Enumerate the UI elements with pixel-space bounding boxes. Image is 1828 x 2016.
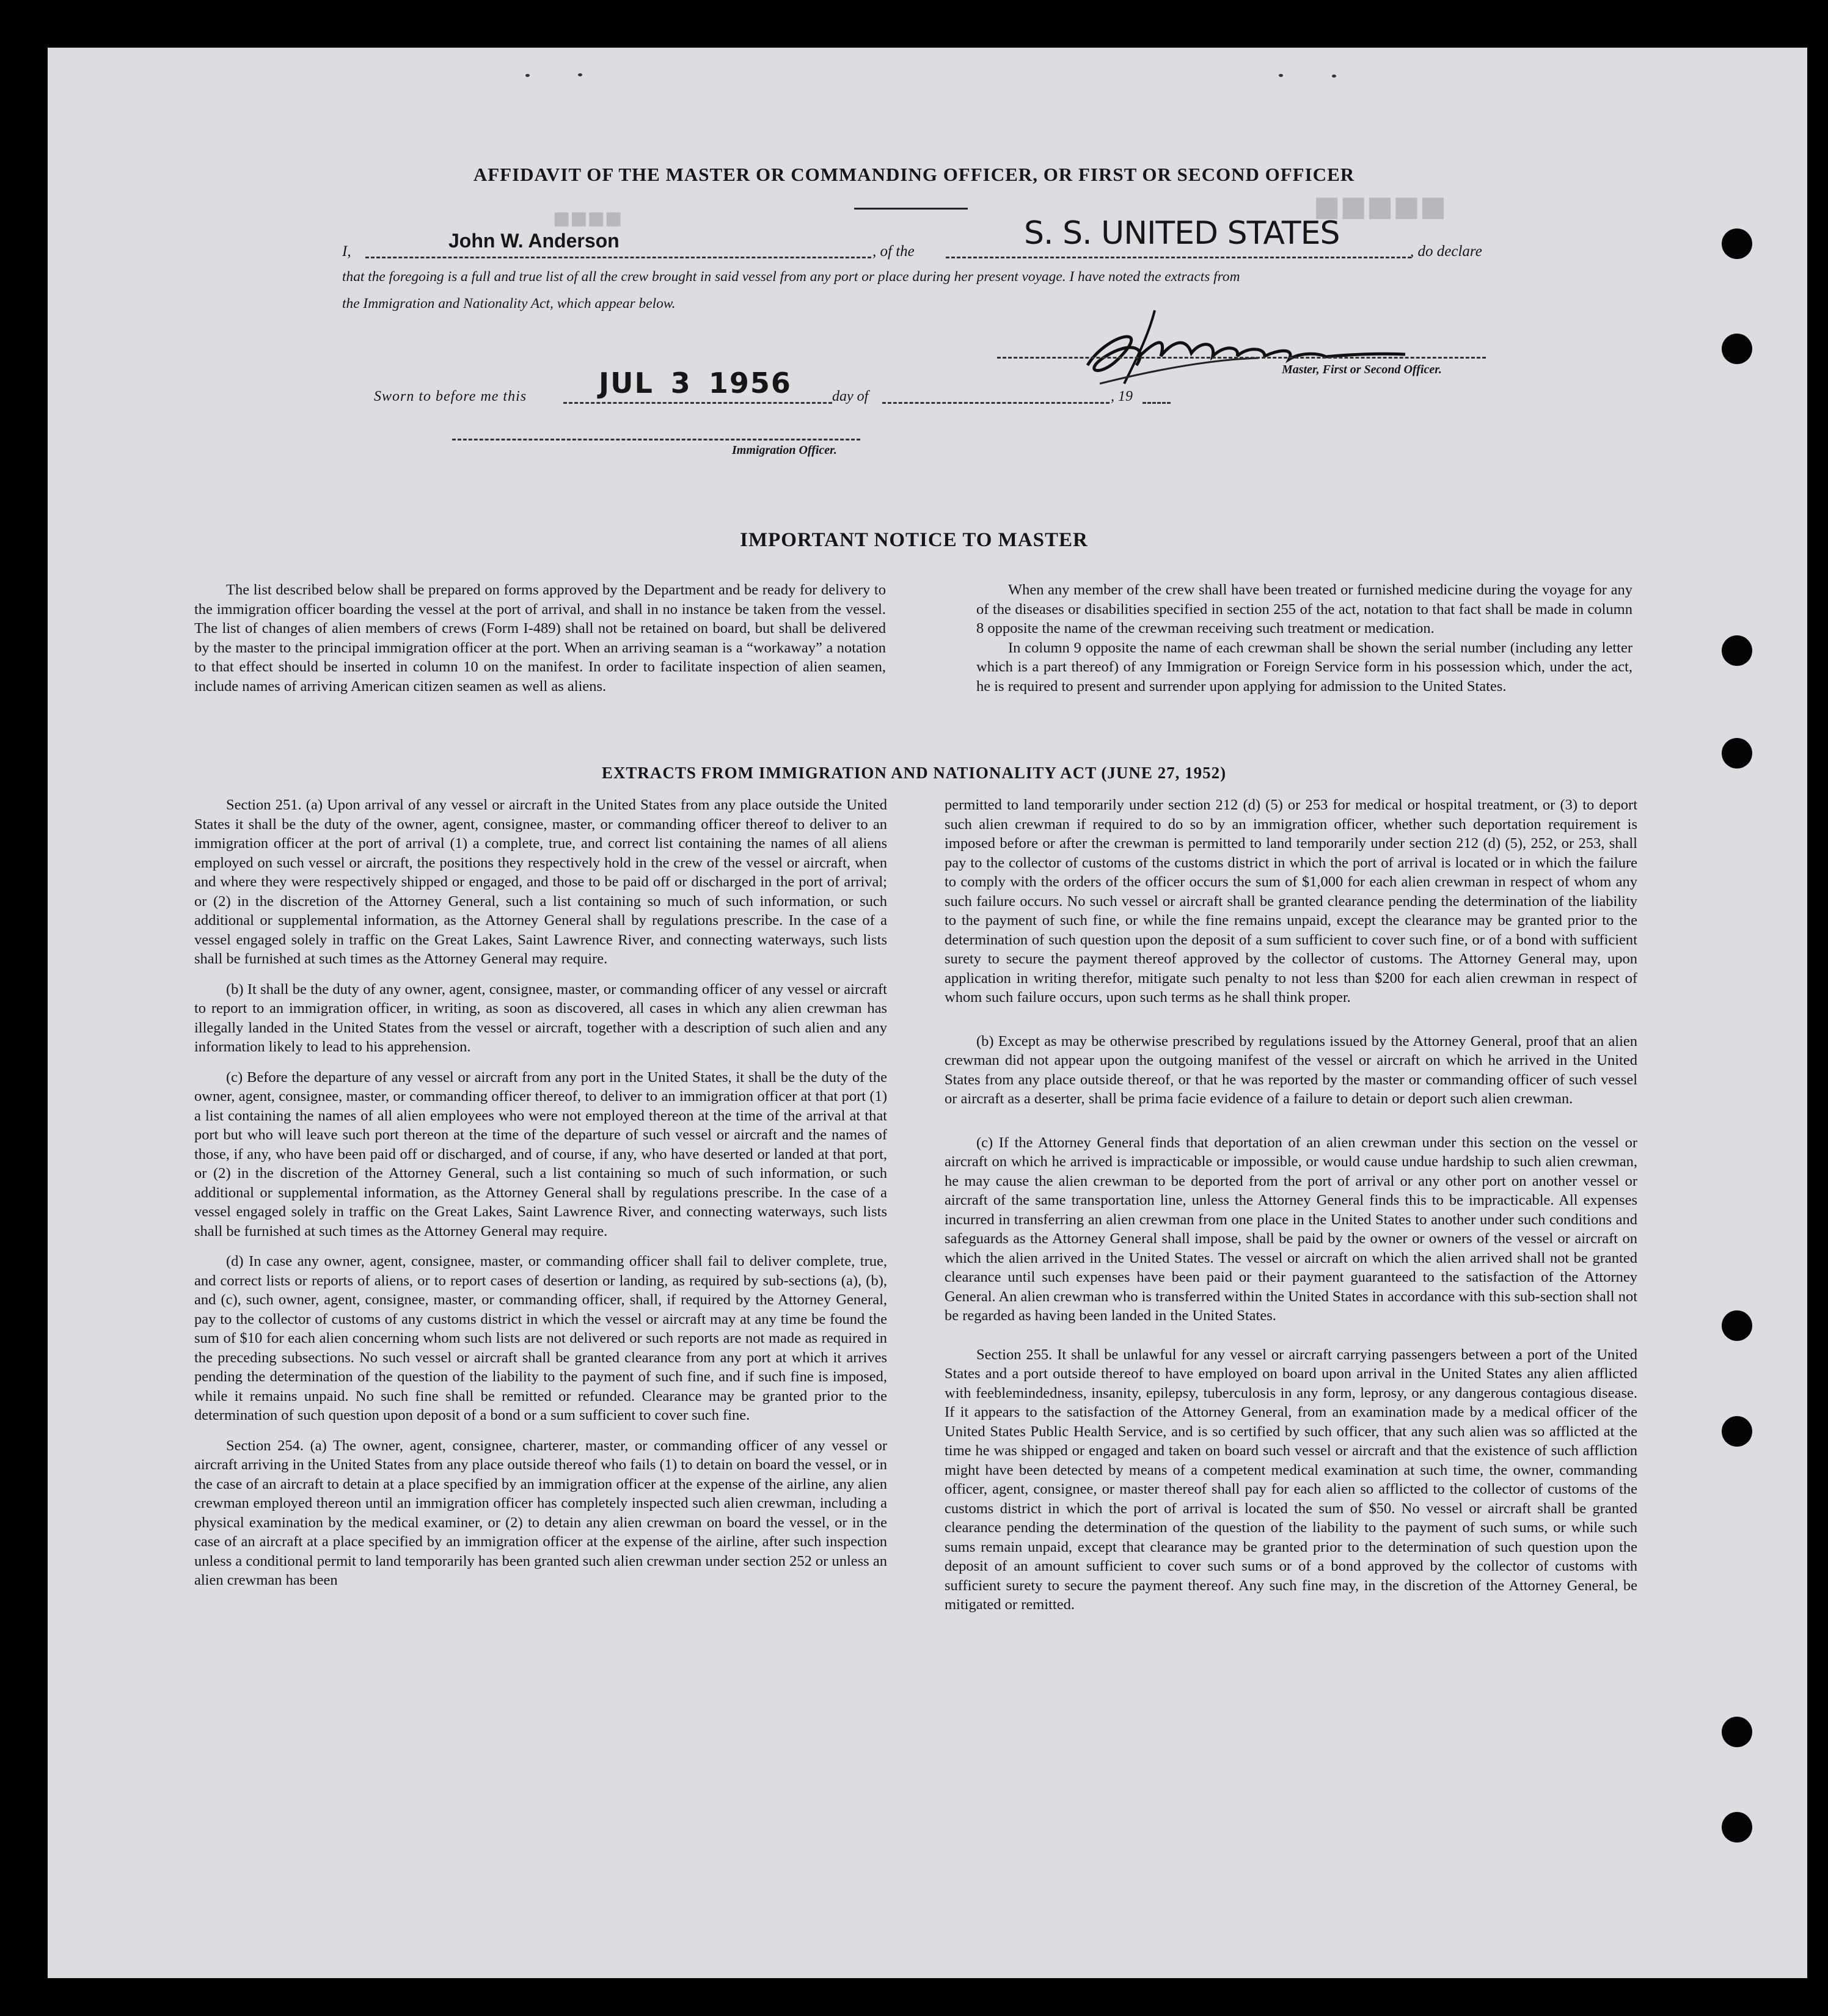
name-field-line: [365, 257, 871, 258]
i-label: I,: [342, 243, 351, 260]
affidavit-title: AFFIDAVIT OF THE MASTER OR COMMANDING OFFICER, OR FIRST OR SECOND OFFICER: [473, 164, 1355, 185]
date-stamp: JUL 3 1956: [599, 367, 792, 400]
binder-hole: [1722, 1717, 1752, 1747]
binder-hole: [1722, 635, 1752, 666]
extract-paragraph: (b) Except as may be otherwise prescribed by regulations issued by the Attorney General, proof that an alien crewman did not appear upon the outgoing manifest of the vessel or aircraft on which he arrived in the United States from any place outside thereof, or that he was reported by the master or commanding officer of such vessel or aircraft as a deserter, shall be prima facie evidence of a failure to detain or deport such alien crewman.: [945, 1032, 1637, 1107]
extract-paragraph: (c) Before the departure of any vessel or aircraft from any port in the United States, it shall be the duty of the owner, agent, consignee, master, or commanding officer thereof, to deliver to an immigration officer at that port (1) a list containing the names of all alien employees who were not employed thereon at the time of the arrival at that port but who will leave such port thereon at the time of the departure of such vessel or aircraft and the names of those, if any, who have been paid off or discharged, and of course, if any, who have deserted or landed at that port, or (2) in the discretion of the Attorney General, such a list containing so much of such information, or such additional or supplemental information, as the Attorney General shall by regulations prescribe. In the case of a vessel engaged solely in traffic on the Great Lakes, Saint Lawrence River, and connecting waterways, such lists shall be furnished at such times as the Attorney General may require.: [194, 1068, 887, 1240]
sworn-day-line: [563, 402, 832, 404]
scan-speck: [1279, 74, 1283, 77]
vessel-name: S. S. UNITED STATES: [1024, 215, 1340, 252]
scan-speck: [1332, 75, 1336, 78]
extract-paragraph: (b) It shall be the duty of any owner, agent, consignee, master, or commanding officer of any vessel or aircraft to report to an immigration officer, in writing, as soon as discovered, all cases in which any alien crewman has illegally landed in the United States from the vessel or aircraft, together with a description of such alien and any information likely to lead to his apprehension.: [194, 981, 887, 1055]
extract-paragraph: Section 251. (a) Upon arrival of any vessel or aircraft in the United States from any place outside the United States it shall be the duty of the owner, agent, consignee, master, or commanding officer thereof to deliver to an immigration officer at the port of arrival (1) a complete, true, and correct list containing the names of all aliens employed on such vessel or aircraft, the positions they respectively hold in the crew of the vessel or aircraft, when and where they were respectively shipped or engaged, and those to be paid off or discharged in the port of arrival; or (2) in the discretion of the Attorney General, such a list containing so much of such information, or such additional or supplemental information, as the Attorney General shall by regulations prescribe. In the case of a vessel engaged solely in traffic on the Great Lakes, Saint Lawrence River, and connecting waterways, such lists shall be furnished at such times as the Attorney General may require.: [194, 797, 887, 967]
extract-paragraph: (c) If the Attorney General finds that deportation of an alien crewman under this section on the vessel or aircraft on which he arrived is impracticable or impossible, or would cause undue hardship to such alien crewman, he may cause the alien crewman to be deported from the port of arrival or any other port on another vessel or aircraft of the same transportation line, unless the Attorney General finds this to be impracticable. All expenses incurred in transferring an alien crewman from one place in the United States to another under such conditions and safeguards as the Attorney General shall impose, shall be paid by the owner or owners of the vessel or aircraft on which the alien arrived in the United States. The vessel or aircraft on which the alien arrived shall not be granted clearance until such expenses have been paid or their payment guaranteed to the satisfaction of the Attorney General. An alien crewman who is transferred within the United States in accordance with this sub-section shall not be regarded as having been landed in the United States.: [945, 1134, 1637, 1324]
extracts-right-column: [945, 795, 1637, 1626]
immigration-officer-caption: Immigration Officer.: [732, 444, 837, 457]
extracts-title: EXTRACTS FROM IMMIGRATION AND NATIONALITY ACT (JUNE 27, 1952): [601, 764, 1227, 782]
binder-hole: [1722, 1310, 1752, 1341]
sworn-label: Sworn to before me this: [374, 389, 527, 404]
notice-left-paragraph: The list described below shall be prepared on forms approved by the Department and be ready for delivery to the immigration officer boarding the vessel at the port of arrival, and shall in no instance be taken from the vessel. The list of changes of alien members of crews (Form I-489) shall not be retained on board, but shall be delivered by the master to the principal immigration officer at the port. When an arriving seaman is a “workaway” a notation to that effect should be inserted in column 10 on the manifest. In order to facilitate inspection of alien seamen, include names of arriving American citizen seamen as well as aliens.: [194, 582, 886, 695]
notice-title: IMPORTANT NOTICE TO MASTER: [740, 529, 1088, 551]
sworn-year-line: [1142, 402, 1171, 404]
extract-paragraph: Section 254. (a) The owner, agent, consignee, charterer, master, or commanding officer of any vessel or aircraft arriving in the United States from any place outside thereof who fails (1) to detain on board the vessel, or in the case of an aircraft to detain at a place specified by an immigration officer at the expense of the airline, any alien crewman employed thereon until an immigration officer has completely inspected such alien crewman, including a physical examination by the medical examiner, or (2) to detain any alien crewman on board the vessel, or in the case of an aircraft at a place specified by an immigration officer at the expense of the airline, after such inspection unless a conditional permit to land temporarily has been granted such alien crewman under section 252 or unless an alien crewman has been: [194, 1437, 887, 1588]
extract-paragraph: permitted to land temporarily under section 212 (d) (5) or 253 for medical or hospital treatment, or (3) to deport such alien crewman if required to do so by an immigration officer, whether such deportation requirement is imposed before or after the crewman is permitted to land temporarily under section 212 (d) (5), 252, or 253, shall pay to the collector of customs of the customs district in which the port of arrival is located or in which the failure to comply with the orders of the officer occurs the sum of $1,000 for each alien crewman in respect of whom any such failure occurs. No such vessel or aircraft shall be granted clearance pending the determination of the liability to the payment of such fine, or while the fine remains unpaid, except the clearance may be granted prior to the determination of such question upon the deposit of a sum sufficient to cover such fine, or of a bond with sufficient surety to secure the payment thereof approved by the collector of customs. The Attorney General may, upon application in writing therefor, mitigate such penalty to not less than $200 for each alien crewman in respect of whom such failure occurs, upon such terms as he shall think proper.: [945, 797, 1637, 1006]
declaration-line-2: the Immigration and Nationality Act, which appear below.: [342, 296, 676, 312]
notice-right-paragraph: When any member of the crew shall have been treated or furnished medicine during the voyage for any of the diseases or disabilities specified in section 255 of the act, notation to that fact shall be made in column 8 opposite the name of the crewman receiving such treatment or medication.: [976, 582, 1632, 637]
immigration-officer-line: [452, 439, 860, 440]
of-the-label: , of the: [872, 243, 915, 260]
extract-paragraph: Section 255. It shall be unlawful for any vessel or aircraft carrying passengers between a port of the United States and a port outside thereof to have employed on board upon arrival in the United States any alien afflicted with feeblemindedness, insanity, epilepsy, tuberculosis in any form, leprosy, or any dangerous contagious disease. If it appears to the satisfaction of the Attorney General, from an examination made by a medical officer of the United States Public Health Service, and is so certified by such officer, that any such alien was so afflicted at the time he was shipped or engaged and taken on board such vessel or aircraft and that the existence of such affliction might have been detected by means of a competent medical examination at such time, the owner, commanding officer, agent, consignee, or master thereof shall pay for each alien so afflicted to the collector of customs of the customs district in which the port of arrival is located the sum of $50. No vessel or aircraft shall be granted clearance pending the determination of the question of the liability to the payment of such sums, or while such sums remain unpaid, except that clearance may be granted prior to the determination of such question upon the deposit of an amount sufficient to cover such sums or of a bond approved by the collector of customs with sufficient surety to secure the payment thereof. Any such fine may, in the discretion of the Attorney General, be mitigated or remitted.: [945, 1346, 1637, 1613]
binder-hole: [1722, 1416, 1752, 1447]
bleed-through-mark: ■■■■: [553, 208, 623, 229]
notice-right-paragraph: In column 9 opposite the name of each crewman shall be shown the serial number (including any letter which is a part thereof) of any Immigration or Foreign Service form in his possession which, under the act, he is required to present and surrender upon applying for admission to the United States.: [976, 639, 1632, 695]
signature-caption: Master, First or Second Officer.: [1282, 363, 1442, 376]
binder-hole: [1722, 334, 1752, 364]
master-name: John W. Anderson: [448, 230, 620, 252]
day-of-label: day of: [832, 389, 869, 404]
do-declare-label: , do declare: [1410, 243, 1482, 260]
notice-left-column: [194, 580, 886, 707]
scan-speck: [578, 73, 582, 76]
year-label: , 19: [1111, 389, 1133, 404]
scan-speck: [525, 74, 530, 77]
binder-hole: [1722, 228, 1752, 259]
title-divider: [854, 208, 968, 210]
binder-hole: [1722, 1812, 1752, 1843]
declaration-line-1: that the foregoing is a full and true list of all the crew brought in said vessel from any port or place during her present voyage. I have noted the extracts from: [342, 269, 1240, 285]
signature-line: [997, 357, 1486, 359]
extract-paragraph: (d) In case any owner, agent, consignee, master, or commanding officer shall fail to deliver complete, true, and correct lists or reports of aliens, or to report cases of desertion or landing, as required by sub-sections (a), (b), and (c), such owner, agent, consignee, master, or commanding officer, shall, if required by the Attorney General, pay to the collector of customs of any customs district in which the vessel or aircraft may at any time be found the sum of $10 for each alien concerning whom such lists are not delivered or such reports are not made as required in the preceding subsections. No such vessel or aircraft shall be granted clearance from any port at which it arrives pending the determination of the question of the liability to the payment of such fine, and if such fine is imposed, while it remains unpaid. No such fine shall be remitted or refunded. Clearance may be granted prior to the determination of such question upon deposit of a bond or a sum sufficient to cover such fine.: [194, 1253, 887, 1423]
sworn-month-line: [882, 402, 1110, 404]
notice-right-column: [976, 580, 1632, 707]
vessel-field-line: [946, 257, 1411, 258]
bleed-through-mark: ■■■■■: [1314, 189, 1447, 222]
extracts-left-column: [194, 795, 887, 1601]
